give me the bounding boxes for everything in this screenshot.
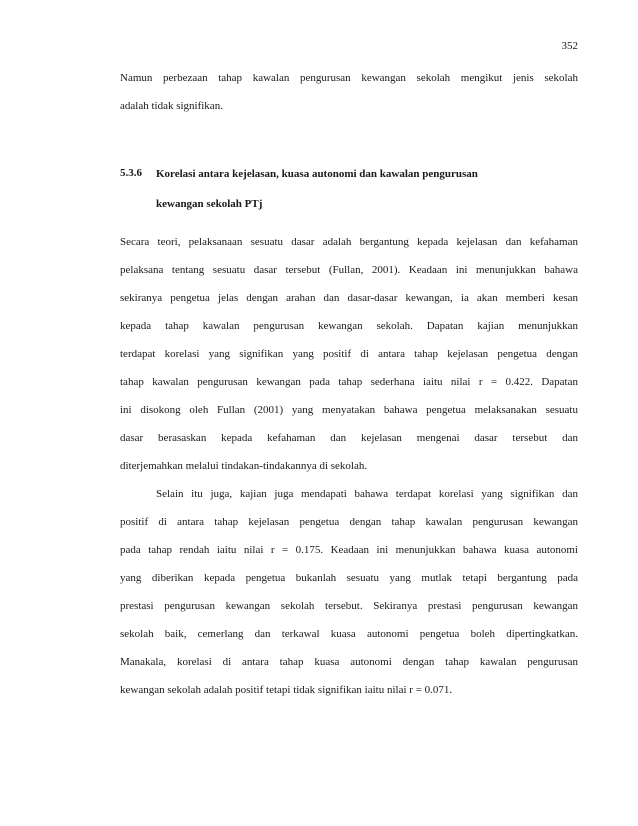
text-line: dasar berasaskan kepada kefahaman dan kejelasan mengenai dasar tersebut dan (120, 432, 578, 444)
text-line: pelaksana tentang sesuatu dasar tersebut (Fullan, 2001). Keadaan ini menunjukkan bahawa (120, 264, 578, 276)
text-line: sekolah baik, cemerlang dan terkawal kuasa autonomi pengetua boleh dipertingkatkan. (120, 628, 578, 640)
paragraph-1 (120, 235, 578, 487)
page-number: 352 (561, 40, 578, 52)
text-line: Namun perbezaan tahap kawalan pengurusan kewangan sekolah mengikut jenis sekolah (120, 72, 578, 84)
section-number: 5.3.6 (120, 167, 142, 179)
text-line: yang diberikan kepada pengetua bukanlah sesuatu yang mutlak tetapi bergantung pada (120, 572, 578, 584)
text-line: prestasi pengurusan kewangan sekolah tersebut. Sekiranya prestasi pengurusan kewangan (120, 600, 578, 612)
section-title-line: Korelasi antara kejelasan, kuasa autonomi dan kawalan pengurusan (156, 168, 478, 180)
text-line: adalah tidak signifikan. (120, 100, 223, 112)
intro-paragraph (120, 71, 578, 127)
text-line: pada tahap rendah iaitu nilai r = 0.175. Keadaan ini menunjukkan bahawa kuasa autonomi (120, 544, 578, 556)
text-line: tahap kawalan pengurusan kewangan pada tahap sederhana iaitu nilai r = 0.422. Dapatan (120, 376, 578, 388)
section-title-line: kewangan sekolah PTj (156, 198, 263, 210)
text-line: terdapat korelasi yang signifikan yang positif di antara tahap kejelasan pengetua dengan (120, 348, 578, 360)
text-line: Manakala, korelasi di antara tahap kuasa autonomi dengan tahap kawalan pengurusan (120, 656, 578, 668)
text-line: kepada tahap kawalan pengurusan kewangan sekolah. Dapatan kajian menunjukkan (120, 320, 578, 332)
text-line: sekiranya pengetua jelas dengan arahan dan dasar-dasar kewangan, ia akan memberi kesan (120, 292, 578, 304)
text-line: kewangan sekolah adalah positif tetapi tidak signifikan iaitu nilai r = 0.071. (120, 684, 453, 696)
text-line: Secara teori, pelaksanaan sesuatu dasar adalah bergantung kepada kejelasan dan kefahaman (120, 236, 578, 248)
text-line: ini disokong oleh Fullan (2001) yang menyatakan bahawa pengetua melaksanakan sesuatu (120, 404, 578, 416)
text-line: positif di antara tahap kejelasan pengetua dengan tahap kawalan pengurusan kewangan (120, 516, 578, 528)
paragraph-2 (120, 487, 578, 711)
text-line: Selain itu juga, kajian juga mendapati bahawa terdapat korelasi yang signifikan dan (156, 488, 578, 500)
text-line: diterjemahkan melalui tindakan-tindakannya di sekolah. (120, 460, 368, 472)
section-title (156, 167, 578, 227)
